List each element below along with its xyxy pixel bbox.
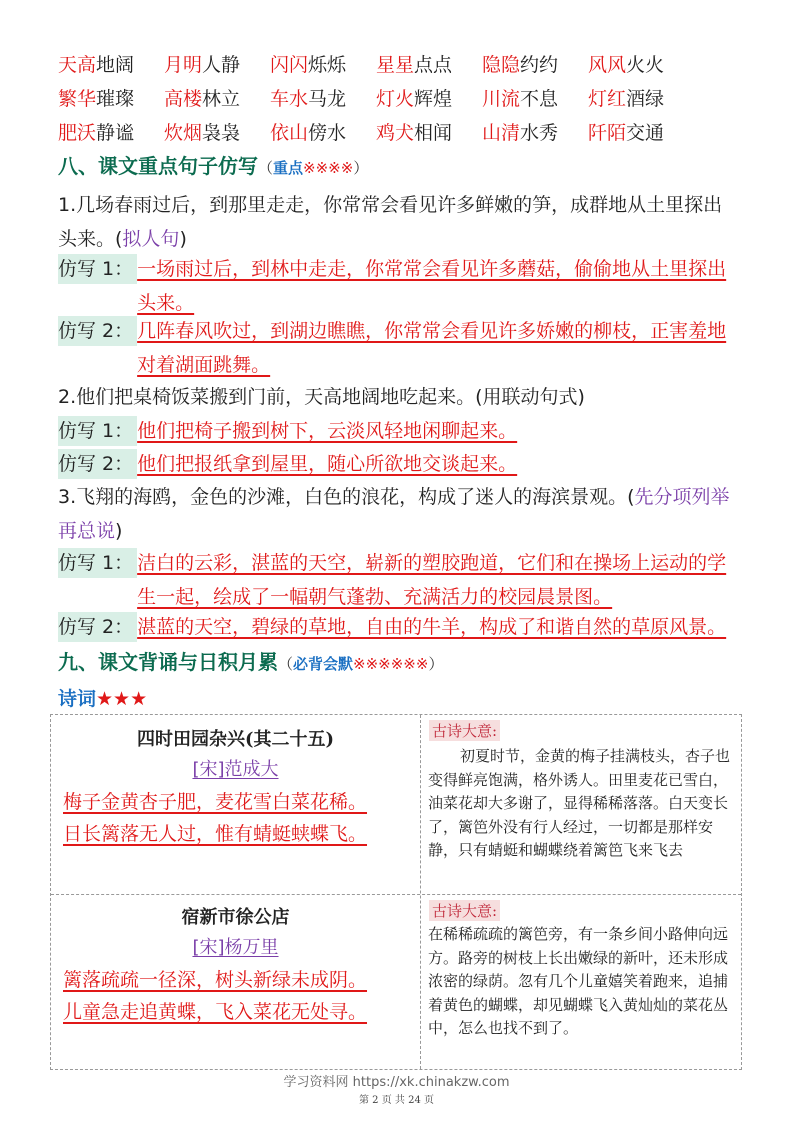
table-divider	[420, 715, 421, 1069]
table-divider	[51, 894, 741, 895]
question-2: 2.他们把桌椅饭菜搬到门前，天高地阔地吃起来。(用联动句式)	[58, 386, 585, 408]
section-note: （必背会默※※※※※※）	[278, 655, 444, 673]
idiom: 闪闪烁烁	[270, 53, 347, 76]
poem-author: [宋]范成大	[192, 759, 279, 780]
question-1: 1.几场春雨过后，到那里走走，你常常会看见许多鲜嫩的笋，成群地从土里探出头来。(拟人句)	[58, 194, 723, 250]
section-title: 八、课文重点句子仿写	[58, 154, 258, 178]
answer-tag: 仿写 1：	[58, 254, 137, 284]
poem-line: 篱落疏疏一径深，树头新绿未成阴。	[63, 969, 368, 991]
idiom: 鸡犬相闻	[376, 121, 453, 144]
idiom: 天高地阔	[58, 53, 135, 76]
answer-text: 他们把报纸拿到屋里，随心所欲地交谈起来。	[137, 453, 518, 475]
idiom: 繁华璀璨	[58, 87, 135, 110]
answer-tag: 仿写 2：	[58, 449, 137, 479]
idiom: 星星点点	[376, 53, 453, 76]
answer-tag: 仿写 2：	[58, 316, 137, 346]
answer-1-2	[58, 314, 742, 382]
answer-tag: 仿写 1：	[58, 548, 137, 578]
section-note: （重点※※※※）	[258, 159, 369, 177]
section-title: 九、课文背诵与日积月累	[58, 650, 278, 674]
poem-line: 梅子金黄杏子肥，麦花雪白菜花稀。	[63, 791, 368, 813]
poem-meaning: 在稀稀疏疏的篱笆旁，有一条乡间小路伸向远方。路旁的树枝上长出嫩绿的新叶，还未形成浓密的绿荫。忽有几个儿童嬉笑着跑来，追捕着黄色的蝴蝶，却见蝴蝶飞入黄灿灿的菜花丛中，怎么也找不到了。	[428, 925, 729, 1037]
answer-text: 一场雨过后，到林中走走，你常常会看见许多蘑菇，偷偷地从土里探出头来。	[137, 258, 727, 314]
answer-3-2	[58, 610, 742, 644]
answer-tag: 仿写 2：	[58, 612, 137, 642]
answer-text: 他们把椅子搬到树下，云淡风轻地闲聊起来。	[137, 420, 518, 442]
question-3: 3.飞翔的海鸥，金色的沙滩，白色的浪花，构成了迷人的海滨景观。(先分项列举再总说)	[58, 486, 730, 542]
answer-tag: 仿写 1：	[58, 416, 137, 446]
meaning-label: 古诗大意:	[429, 900, 500, 921]
idiom-row	[58, 46, 738, 80]
poem-title: 四时田园杂兴(其二十五)	[136, 729, 335, 750]
section-8-heading	[58, 150, 368, 179]
answer-text: 几阵春风吹过，到湖边瞧瞧，你常常会看见许多娇嫩的柳枝，正害羞地对着湖面跳舞。	[137, 320, 727, 376]
idiom: 川流不息	[482, 87, 559, 110]
answer-text: 湛蓝的天空，碧绿的草地，自由的牛羊，构成了和谐自然的草原风景。	[137, 616, 727, 638]
idiom: 月明人静	[164, 53, 241, 76]
idiom: 炊烟袅袅	[164, 121, 241, 144]
idiom-row	[58, 114, 738, 148]
poem-meaning: 初夏时节，金黄的梅子挂满枝头，杏子也变得鲜亮饱满，格外诱人。田里麦花已雪白，油菜花却大多谢了，显得稀稀落落。白天变长了，篱笆外没有行人经过，一切都是那样安静，只有蜻蜓和蝴蝶绕着篱笆飞来飞去	[428, 747, 731, 859]
poem-author: [宋]杨万里	[192, 937, 279, 958]
idiom: 肥沃静谧	[58, 121, 135, 144]
idiom: 山清水秀	[482, 121, 559, 144]
poetry-heading: 诗词★★★	[58, 688, 148, 710]
answer-3-1	[58, 546, 742, 614]
meaning-label: 古诗大意:	[429, 720, 500, 741]
idiom: 高楼林立	[164, 87, 241, 110]
section-9-heading	[58, 646, 443, 675]
poem-line: 儿童急走追黄蝶，飞入菜花无处寻。	[63, 1001, 368, 1023]
idiom: 灯红酒绿	[588, 87, 665, 110]
answer-2-1	[58, 414, 742, 448]
idiom-grid	[58, 46, 738, 148]
question-hint: 拟人句	[122, 228, 180, 250]
idiom: 车水马龙	[270, 87, 347, 110]
answer-text: 洁白的云彩，湛蓝的天空，崭新的塑胶跑道，它们和在操场上运动的学生一起，绘成了一幅朝气蓬勃、充满活力的校园晨景图。	[137, 552, 727, 608]
question-hint: 先分项列举再总说	[58, 486, 730, 542]
answer-2-2	[58, 447, 742, 481]
poem-table	[50, 714, 742, 1070]
poem-line: 日长篱落无人过，惟有蜻蜓蛱蝶飞。	[63, 823, 368, 845]
idiom: 隐隐约约	[482, 53, 559, 76]
page-number: 第 2 页 共 24 页	[359, 1095, 434, 1106]
star-icon: ★★★	[96, 688, 148, 710]
idiom: 灯火辉煌	[376, 87, 453, 110]
idiom: 阡陌交通	[588, 121, 665, 144]
idiom: 依山傍水	[270, 121, 347, 144]
poem-title: 宿新市徐公店	[181, 907, 290, 928]
idiom-row	[58, 80, 738, 114]
footer-site: 学习资料网 https://xk.chinakzw.com	[283, 1075, 510, 1090]
answer-1-1	[58, 252, 742, 320]
idiom: 风风火火	[588, 53, 665, 76]
